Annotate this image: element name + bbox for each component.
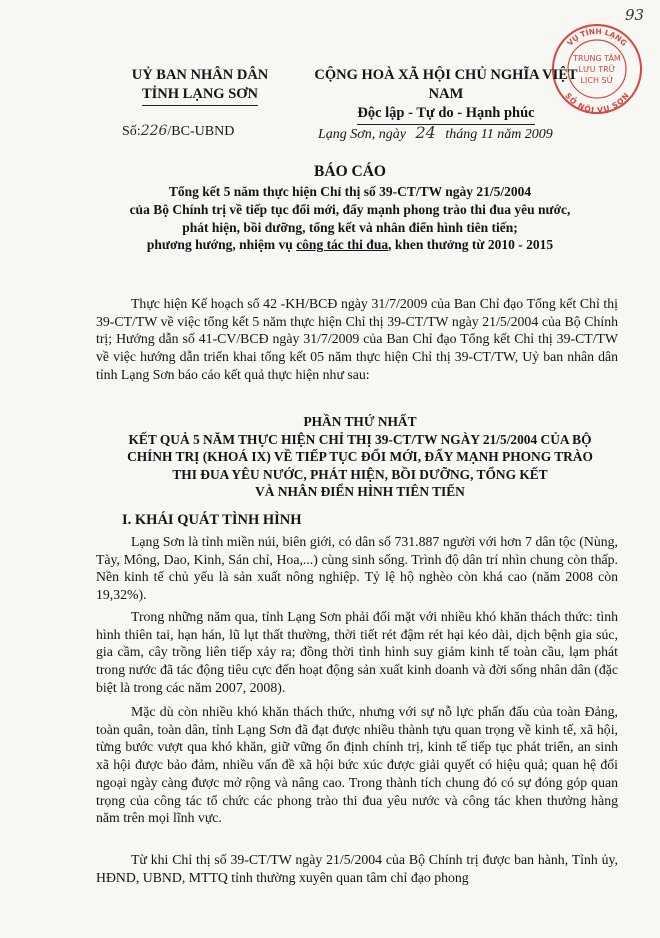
part-one-label: PHẦN THỨ NHẤT [303,414,417,429]
intro-paragraph: Thực hiện Kế hoạch số 42 -KH/BCĐ ngày 31/7/2009 của Ban Chỉ đạo Tổng kết Chỉ thị 39-CT/TW về việc tổng kết 5 năm thực hiện Chỉ thị 39-CT/TW ngày 21/5/2004 của Bộ Chính trị; Hướng dẫn số 41-CV/BCĐ ngày 31/7/2009 của Ban Chỉ đạo Tổng kết Chỉ thị 39-CT/TW về việc hướng dẫn triển khai tổng kết 05 năm thực hiện Chỉ thị 39-CT/TW, Uỷ ban nhân dân tỉnh Lạng Sơn báo cáo kết quả thực hiện như sau: [96,296,618,382]
issuing-agency [110,66,290,106]
subtitle-line4: phương hướng, nhiệm vụ công tác thi đua, khen thưởng từ 2010 - 2015 [146,237,554,253]
document-date [318,123,553,143]
stamp-center-line3: LỊCH SỬ [580,76,614,85]
part-one-heading [80,413,640,501]
doc-number-handwritten: 226 [140,123,168,139]
date-day-handwritten: 24 [415,123,436,142]
document-number [122,123,234,140]
subtitle-line3: phát hiện, bồi dưỡng, tổng kết và nhân điển hình tiên tiến; [182,219,518,235]
date-prefix: Lạng Sơn, ngày [318,127,406,142]
section-paragraph-4: Từ khi Chỉ thị số 39-CT/TW ngày 21/5/2004 của Bộ Chính trị được ban hành, Tỉnh ủy, HĐND, UBND, MTTQ tỉnh thường xuyên quan tâm chỉ đạo phong [96,852,618,885]
date-suffix: tháng 11 năm 2009 [445,127,553,142]
section-one-heading: I. KHÁI QUÁT TÌNH HÌNH [122,512,302,528]
nation-motto: Độc lập - Tự do - Hạnh phúc [357,104,534,125]
section-paragraph-3: Mặc dù còn nhiều khó khăn thách thức, nhưng với sự nỗ lực phấn đấu của toàn Đảng, toàn quân, toàn dân, tỉnh Lạng Sơn đã đạt được nhiều thành tựu quan trọng về kinh tế, xã hội, từng bước vượt qua khó khăn, giữ vững ổn định chính trị, kinh tế tiếp tục phát triển, an sinh xã hội được bảo đảm, nhiều vấn đề xã hội bức xúc được giải quyết có hiệu quả; quan hệ đối ngoại ngày càng được mở rộng và nâng cao. Trong thành tích chung đó có sự đóng góp quan trọng của công tác tổ chức các phong trào thi đua yêu nước và công tác khen thưởng hàng năm trên mọi lĩnh vực. [96,704,618,826]
doc-number-suffix: /BC-UBND [167,124,235,139]
agency-line2: TỈNH LẠNG SƠN [142,85,258,106]
national-header [296,66,596,125]
nation-line1: CỘNG HOÀ XÃ HỘI CHỦ NGHĨA VIỆT NAM [314,67,578,102]
part-one-line1: KẾT QUẢ 5 NĂM THỰC HIỆN CHỈ THỊ 39-CT/TW NGÀY 21/5/2004 CỦA BỘ [128,431,592,447]
doc-number-prefix: Số: [122,124,141,139]
section-paragraph-2: Trong những năm qua, tỉnh Lạng Sơn phải đối mặt với nhiều khó khăn thách thức: tình hình thiên tai, hạn hán, lũ lụt thất thường, thời tiết rét đậm rét hại kéo dài, dịch bệnh gia súc, gia cầm, cây trồng liên tiếp xảy ra; đồng thời tình hình suy giảm kinh tế toàn cầu, lạm phát trong nước đã tác động tiêu cực đến hoạt động sản xuất kinh doanh và đời sống nhân dân (đặc biệt là trong các năm 2007, 2008). [96,609,618,695]
report-heading: BÁO CÁO [314,163,386,180]
stamp-center-line1: TRUNG TÂM [573,54,621,63]
subtitle-line1: Tổng kết 5 năm thực hiện Chỉ thị số 39-CT/TW ngày 21/5/2004 [168,184,532,199]
report-subtitle [60,183,640,254]
section-paragraph-1: Lạng Sơn là tỉnh miền núi, biên giới, có dân số 731.887 người với hơn 7 dân tộc (Nùng, Tày, Mông, Dao, Kinh, Sán chỉ, Hoa,...) cùng sinh sống. Trình độ dân trí nhìn chung còn thấp. Nền kinh tế chủ yếu là sản xuất nông nghiệp. Tỷ lệ hộ nghèo còn khá cao (năm 2008 còn 19,32%). [96,534,618,603]
part-one-line3: THI ĐUA YÊU NƯỚC, PHÁT HIỆN, BỒI DƯỠNG, TỔNG KẾT [172,466,548,482]
subtitle-line2: của Bộ Chính trị về tiếp tục đổi mới, đẩy mạnh phong trào thi đua yêu nước, [129,201,571,217]
part-one-line4: VÀ NHÂN ĐIỂN HÌNH TIÊN TIẾN [255,484,465,500]
page-number-mark: 93 [625,6,645,24]
part-one-line2: CHÍNH TRỊ (KHOÁ IX) VỀ TIẾP TỤC ĐỔI MỚI, ĐẨY MẠNH PHONG TRÀO [127,449,593,465]
stamp-ring-top: VỤ TỈNH LẠNG [565,26,629,48]
stamp-ring-bottom: SỞ NỘI VỤ SƠN [563,91,631,115]
stamp-center-line2: LƯU TRỮ [578,65,616,74]
agency-line1: UỶ BAN NHÂN DÂN [131,67,269,83]
